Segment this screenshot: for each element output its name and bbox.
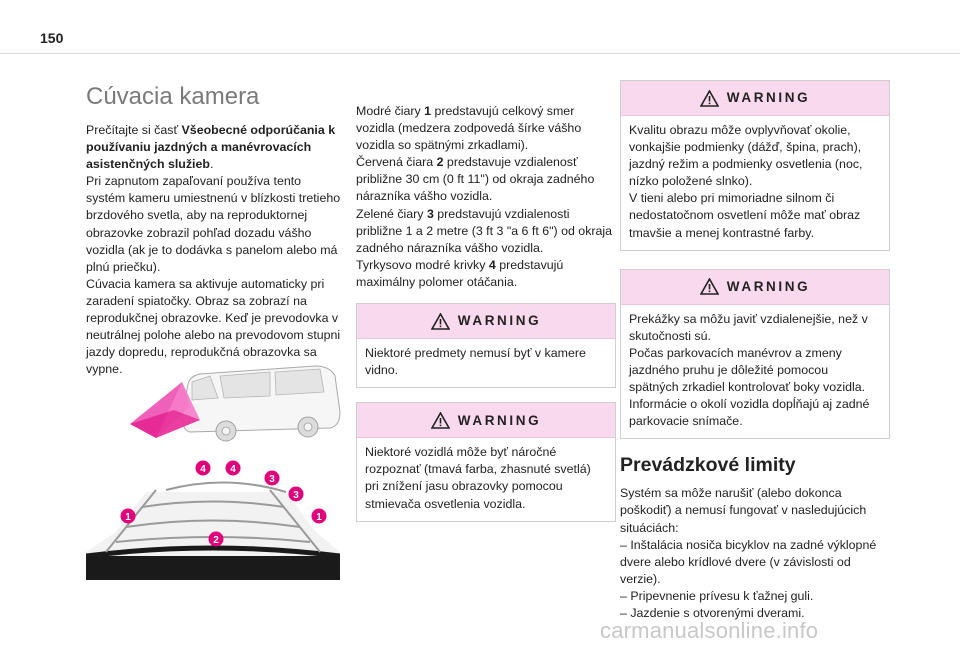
description-paragraph: Pri zapnutom zapaľovaní používa tento systém kameru umiestnenú v blízkosti tretieho brzdového svetla, aby na reproduktornej obrazovke zobrazil pohľad dozadu vášho vozidla (ak je to dodávka s panelom alebo má plnú priečku). (86, 174, 341, 274)
page-number: 150 (40, 30, 64, 46)
line-text: Zelené čiary (356, 206, 427, 221)
warning-triangle-icon (431, 412, 450, 429)
activation-paragraph: Cúvacia kamera sa aktivuje automaticky pri zaradení spiatočky. Obraz sa zobrazí na reprodukčnej obrazovke. Keď je prevodovka v neutrálnej polohe alebo na prevodovom stupni jazdy dopredu, reprodukčná obrazovka sa vypne. (86, 276, 341, 377)
warning-text: Kvalitu obrazu môže ovplyvňovať okolie, vonkajšie podmienky (dážď, špina, prach), jazdný režim a podmienky osvetlenia (noc, nízko položené slnko). V tieni alebo pri mimoriadne silnom či nedostatočnom osvetlení môže mať obraz tmavšie a menej kontrastné farby. (629, 123, 863, 240)
warning-text: Niektoré vozidlá môže byť náročné rozpoznať (tmavá farba, zhasnuté svetlá) pri znížení jasu obrazovky pomocou stmievača osvetlenia vozidla. (365, 445, 591, 511)
warning-triangle-icon (700, 278, 719, 295)
camera-view-illustration (86, 452, 340, 580)
warning-title: WARNING (726, 279, 811, 295)
van-illustration (130, 354, 344, 448)
column-middle (356, 103, 616, 536)
intro-paragraph (86, 122, 342, 173)
column-right (620, 80, 890, 622)
intro-reference: Všeobecné odporúčania k používaniu jazdných a manévrovacích asistenčných služieb (86, 123, 336, 172)
warning-box (356, 303, 616, 388)
warning-text: Niektoré predmety nemusí byť v kamere vidno. (365, 346, 586, 378)
watermark: carmanualsonline.info (600, 618, 819, 643)
warning-triangle-icon (431, 313, 450, 330)
line-text: Modré čiary (356, 104, 425, 118)
warning-title: WARNING (457, 313, 542, 329)
callout-label: 1 (316, 512, 322, 523)
line-text: predstavujú celkový smer vozidla (medzera zodpovedá šírke vášho vozidla so spätnými zrkadlami). (356, 104, 582, 153)
line-number: 4 (488, 257, 496, 272)
callout-label: 4 (200, 464, 206, 475)
line-text: predstavujú maximálny polomer otáčania. (356, 257, 564, 289)
warning-header (621, 81, 889, 116)
intro-suffix: . (209, 157, 214, 172)
warning-header (621, 270, 889, 305)
limits-item: – Pripevnenie prívesu k ťažnej guli. (620, 588, 814, 603)
callout-label: 1 (125, 512, 131, 523)
callout-label: 4 (230, 464, 236, 475)
limits-item: – Jazdenie s otvorenými dverami. (620, 605, 805, 620)
line-number: 3 (426, 206, 434, 221)
warning-box (620, 80, 890, 251)
warning-text: Prekážky sa môžu javiť vzdialenejšie, než v skutočnosti sú. Počas parkovacích manévrov a zmeny jazdného pruhu je dôležité pomocou spätných zrkadiel kontrolovať boky vozidla. Informácie o okolí vozidla dopĺňajú aj zadné parkovacie snímače. (629, 311, 870, 429)
line-text: predstavuje vzdialenosť približne 30 cm (0 ft 11") od okraja zadného nárazníka vášho vozidla. (356, 155, 595, 204)
warning-title: WARNING (457, 412, 542, 428)
line-text: Červená čiara (356, 155, 437, 170)
line-4-description (356, 257, 616, 291)
line-number: 1 (424, 104, 432, 118)
callout-label: 3 (269, 474, 275, 485)
warning-title: WARNING (726, 90, 811, 106)
section-title: Cúvacia kamera (86, 83, 260, 110)
warning-header (357, 304, 615, 339)
line-text: predstavujú vzdialenosti približne 1 a 2 metre (3 ft 3 "a 6 ft 6") od okraja zadného nárazníka vášho vozidla. (356, 206, 613, 255)
callout-label: 3 (293, 490, 299, 501)
line-text: Tyrkysovo modré krivky (356, 257, 489, 272)
line-1-description (356, 103, 616, 154)
callout-label: 2 (213, 535, 219, 546)
limits-heading: Prevádzkové limity (620, 454, 796, 477)
top-divider (0, 53, 960, 54)
limits-item: – Inštalácia nosiča bicyklov na zadné výklopné dvere alebo krídlové dvere (v závislosti od verzie). (620, 537, 877, 586)
limits-intro: Systém sa môže narušiť (alebo dokonca poškodiť) a nemusí fungovať v nasledujúcich situáciách: (620, 486, 867, 535)
warning-box (620, 269, 890, 440)
line-3-description (356, 206, 616, 257)
line-number: 2 (436, 155, 444, 170)
column-left (86, 82, 342, 378)
intro-text: Prečítajte si časť (86, 123, 182, 137)
warning-header (357, 403, 615, 438)
warning-box (356, 402, 616, 521)
line-2-description (356, 154, 616, 205)
warning-triangle-icon (700, 90, 719, 107)
